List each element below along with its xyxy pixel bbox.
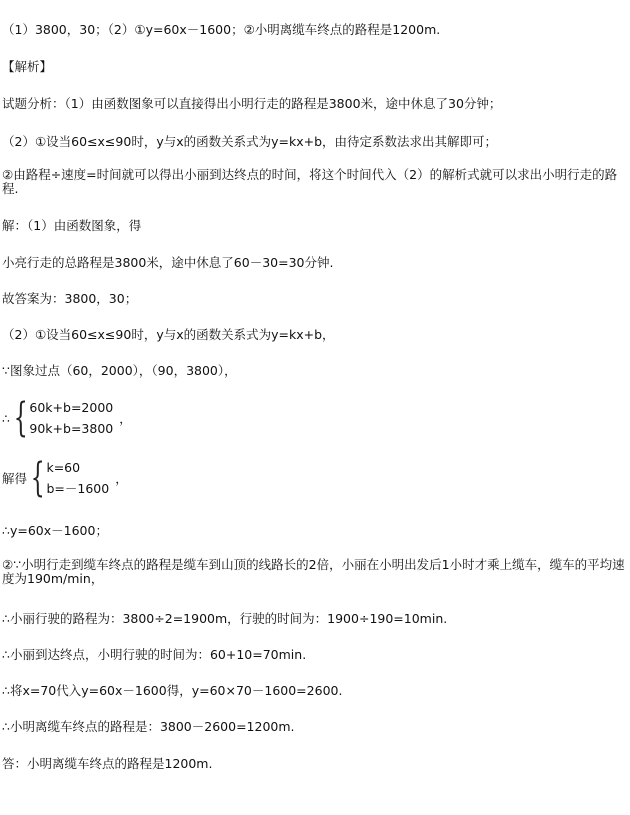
final-answer: 答：小明离缆车终点的路程是1200m. xyxy=(2,756,213,771)
solution-line-1: 小亮行走的总路程是3800米，途中休息了60－30=30分钟. xyxy=(2,255,334,270)
equation-2: 90k+b=3800 xyxy=(29,421,114,436)
solution-line-2: 故答案为：3800，30； xyxy=(2,291,138,306)
left-brace-icon: { xyxy=(30,455,45,501)
system-comma: ， xyxy=(119,411,132,426)
analysis-line-3: ②由路程÷速度=时间就可以得出小丽到达终点的时间，将这个时间代入（2）的解析式就可以求出小明行走的路程. xyxy=(2,167,618,196)
equation-system-1 xyxy=(2,397,132,439)
solution-line-3: （2）①设当60≤x≤90时，y与x的函数关系式为y=kx+b， xyxy=(2,327,335,342)
analysis-line-2: （2）①设当60≤x≤90时，y与x的函数关系式为y=kx+b，由待定系数法求出其解即可； xyxy=(2,134,498,149)
answer-line: （1）3800，30；（2）①y=60x－1600；②小明离缆车终点的路程是1200m. xyxy=(2,22,441,37)
therefore-symbol: ∴ xyxy=(2,410,10,426)
solution-line-4: ∵图象过点（60，2000），（90，3800）， xyxy=(2,363,237,378)
solution-intro: 解：（1）由函数图象，得 xyxy=(2,218,142,233)
solution-line-9: ∴将x=70代入y=60x－1600得，y=60×70－1600=2600. xyxy=(2,683,343,698)
solution-line-7: ∴小丽行驶的路程为：3800÷2=1900m，行驶的时间为：1900÷190=10min. xyxy=(2,611,448,626)
equation-1: 60k+b=2000 xyxy=(29,400,114,415)
equation-system-2 xyxy=(2,457,128,499)
solution-line-10: ∴小明离缆车终点的路程是：3800－2600=1200m. xyxy=(2,719,295,734)
equation-group xyxy=(29,397,113,439)
analysis-heading: 【解析】 xyxy=(2,59,53,74)
solution-b: b=－1600 xyxy=(46,481,110,496)
solve-label: 解得 xyxy=(2,471,28,486)
solution-line-6: ②∵小明行走到缆车终点的路程是缆车到山顶的线路长的2倍，小丽在小明出发后1小时才乘上缆车，缆车的平均速度为190m/min， xyxy=(2,557,625,586)
solution-line-5: ∴y=60x－1600； xyxy=(2,523,108,538)
left-brace-icon: { xyxy=(13,395,28,441)
solution-line-8: ∴小丽到达终点，小明行驶的时间为：60+10=70min. xyxy=(2,647,307,662)
system-comma: ， xyxy=(115,471,128,486)
solution-group xyxy=(46,457,109,499)
analysis-line-1: 试题分析：（1）由函数图象可以直接得出小明行走的路程是3800米，途中休息了30分钟； xyxy=(2,96,502,111)
solution-k: k=60 xyxy=(46,460,81,475)
